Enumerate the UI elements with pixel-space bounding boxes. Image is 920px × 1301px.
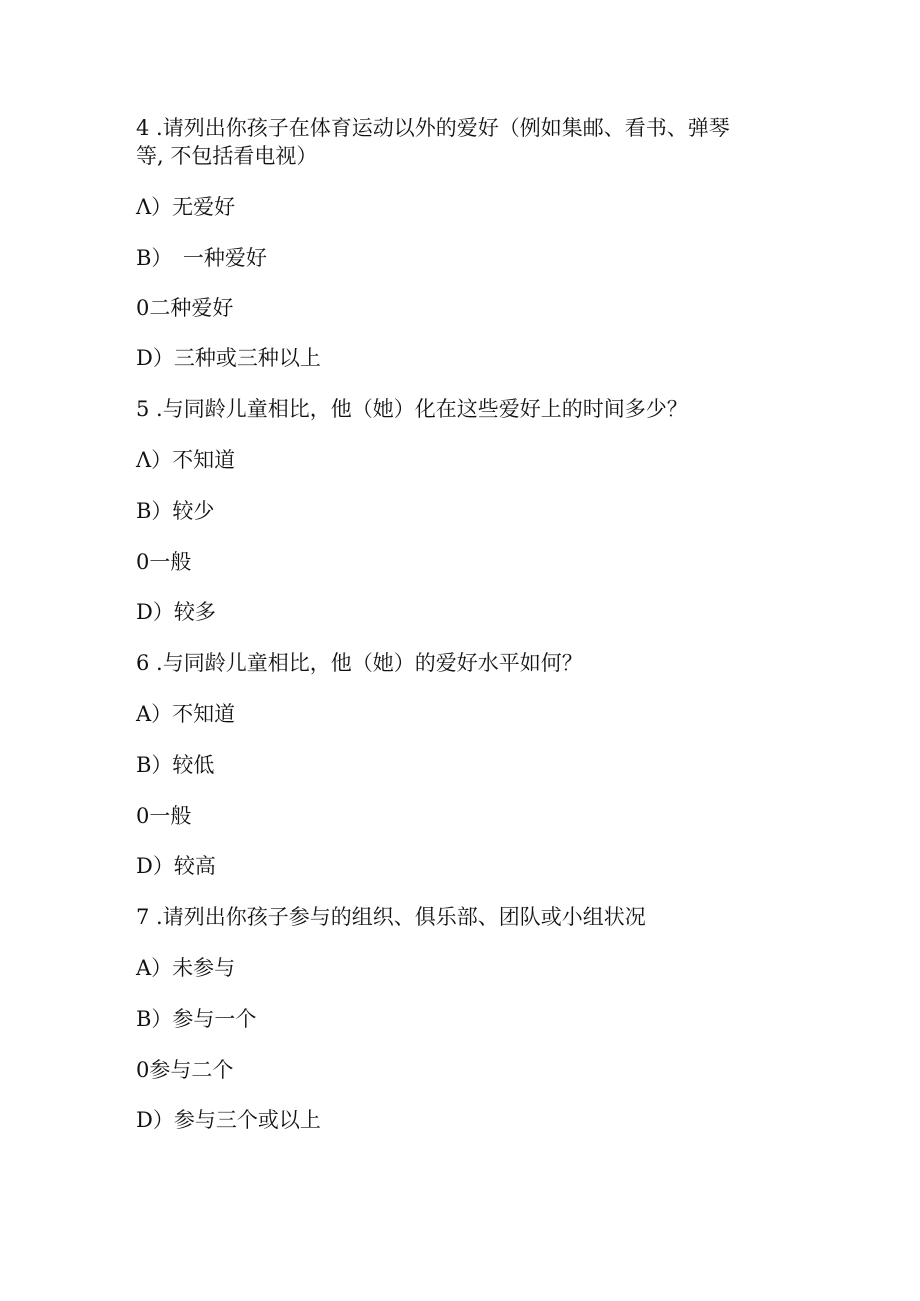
question-4-option-a: Λ）无爱好 [136, 195, 236, 219]
question-7-option-a: A）未参与 [136, 956, 236, 980]
question-7-option-d: D）参与三个或以上 [136, 1108, 321, 1132]
question-4-option-b: B） 一种爱好 [136, 246, 267, 270]
question-5-option-b: B）较少 [136, 499, 215, 523]
question-5-option-a: Λ）不知道 [136, 448, 236, 472]
question-4-option-c: 0二种爱好 [136, 296, 234, 320]
question-5-option-d: D）较多 [136, 600, 216, 624]
question-6-option-d: D）较高 [136, 854, 216, 878]
question-6-option-c: 0一般 [136, 804, 192, 828]
question-7-title: 7 .请列出你孩子参与的组织、俱乐部、团队或小组状况 [136, 905, 646, 929]
question-7-option-b: B）参与一个 [136, 1007, 257, 1031]
question-5-title: 5 .与同龄儿童相比，他（她）化在这些爱好上的时间多少？ [136, 397, 688, 421]
question-4-title-line-1: 4 .请列出你孩子在体育运动以外的爱好（例如集邮、看书、弹琴 [136, 116, 730, 140]
question-5-option-c: 0一般 [136, 550, 192, 574]
question-7-option-c: 0参与二个 [136, 1058, 234, 1082]
question-6-option-a: A）不知道 [136, 702, 236, 726]
question-4-option-d: D）三种或三种以上 [136, 346, 321, 370]
question-4-title-line-2: 等, 不包括看电视） [136, 144, 318, 168]
question-6-title: 6 .与同龄儿童相比，他（她）的爱好水平如何？ [136, 651, 583, 675]
question-6-option-b: B）较低 [136, 753, 215, 777]
